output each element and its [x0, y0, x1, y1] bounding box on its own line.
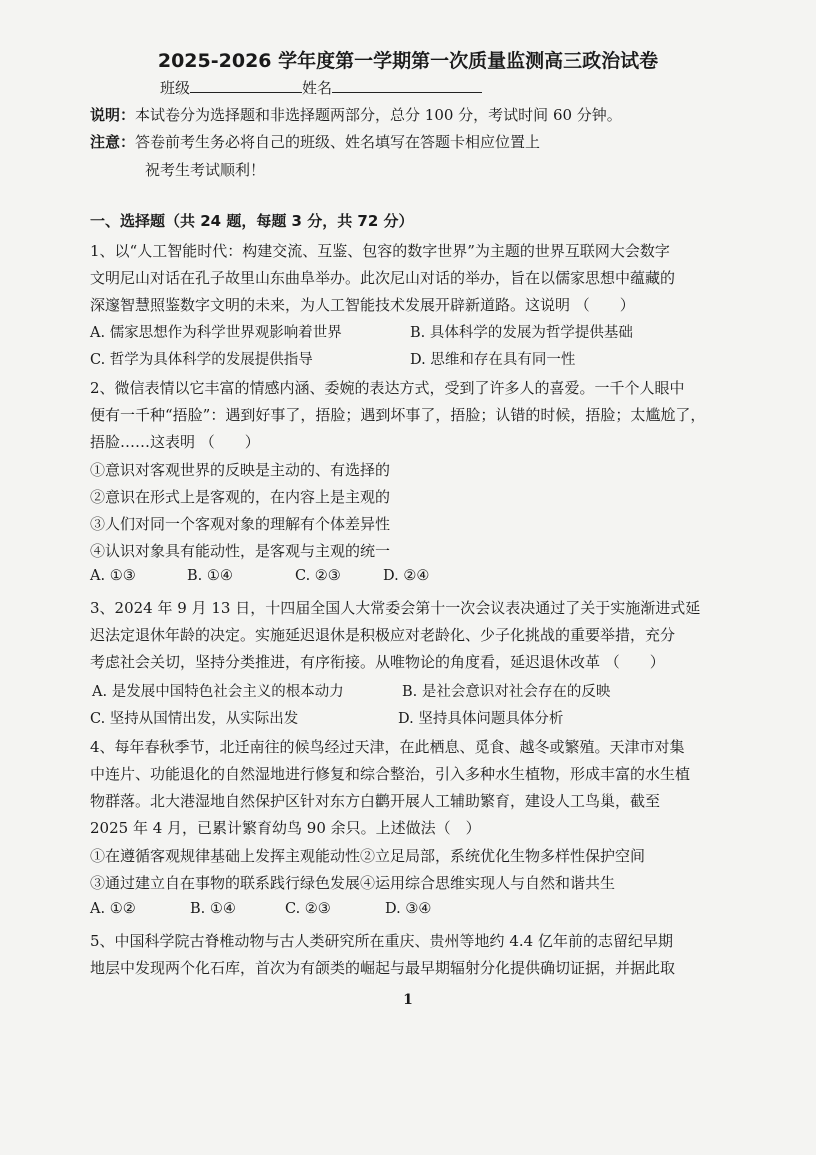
wish-text: 祝考生考试顺利！	[145, 161, 266, 179]
page-number: 1	[403, 992, 413, 1008]
q5-line-1: 5、中国科学院古脊椎动物与古人类研究所在重庆、贵州等地约 4.4 亿年前的志留纪早期	[90, 932, 673, 950]
name-blank	[332, 77, 482, 93]
q2-item-3: ③人们对同一个客观对象的理解有个体差异性	[90, 515, 391, 533]
q4-option-b: B. ①④	[190, 901, 236, 917]
q5-line-2: 地层中发现两个化石库，首次为有颌类的崛起与最早期辐射分化提供确切证据，并据此取	[90, 959, 676, 977]
q4-line-2: 中连片、功能退化的自然湿地进行修复和综合整治，引入多种水生植物，形成丰富的水生植	[90, 765, 691, 783]
class-label: 班级	[160, 79, 191, 97]
q4-option-a: A. ①②	[90, 901, 136, 917]
q2-item-4: ④认识对象具有能动性，是客观与主观的统一	[90, 542, 391, 560]
q2-line-1: 2、微信表情以它丰富的情感内涵、委婉的表达方式，受到了许多人的喜爱。一千个人眼中	[90, 379, 685, 397]
q2-item-1: ①意识对客观世界的反映是主动的、有选择的	[90, 461, 391, 479]
q2-item-2: ②意识在形式上是客观的，在内容上是主观的	[90, 488, 391, 506]
q2-line-3: 捂脸……这表明 （ ）	[90, 433, 260, 451]
q2-option-c: C. ②③	[295, 568, 341, 584]
q4-line-3: 物群落。北大港湿地自然保护区针对东方白鹳开展人工辅助繁育，建设人工鸟巢，截至	[90, 792, 661, 810]
q1-line-2: 文明尼山对话在孔子故里山东曲阜举办。此次尼山对话的举办，旨在以儒家思想中蕴藏的	[90, 269, 676, 287]
q4-line-1: 4、每年春秋季节，北迁南往的候鸟经过天津，在此栖息、觅食、越冬或繁殖。天津市对集	[90, 738, 685, 756]
q1-line-3: 深邃智慧照鉴数字文明的未来，为人工智能技术发展开辟新道路。这说明 （ ）	[90, 296, 635, 314]
class-blank	[190, 77, 302, 93]
q1-option-c: C. 哲学为具体科学的发展提供指导	[90, 352, 313, 368]
q3-option-c: C. 坚持从国情出发，从实际出发	[90, 711, 299, 727]
q1-option-d: D. 思维和存在具有同一性	[410, 352, 576, 368]
q2-option-b: B. ①④	[187, 568, 233, 584]
exam-title: 2025-2026 学年度第一学期第一次质量监测高三政治试卷	[157, 50, 659, 72]
section-heading: 一、选择题（共 24 题，每题 3 分，共 72 分）	[90, 212, 414, 230]
q1-line-1: 1、以“人工智能时代：构建交流、互鉴、包容的数字世界”为主题的世界互联网大会数字	[90, 242, 670, 260]
q3-option-a: A. 是发展中国特色社会主义的根本动力	[92, 684, 344, 700]
q4-line-4: 2025 年 4 月，已累计繁育幼鸟 90 余只。上述做法（ ）	[90, 819, 481, 837]
q4-item-1: ①在遵循客观规律基础上发挥主观能动性②立足局部，系统优化生物多样性保护空间	[90, 847, 646, 865]
name-label: 姓名	[302, 79, 333, 97]
note-label: 说明：	[90, 106, 136, 124]
q1-option-b: B. 具体科学的发展为哲学提供基础	[410, 325, 633, 341]
q4-option-d: D. ③④	[385, 901, 432, 917]
q2-option-d: D. ②④	[383, 568, 430, 584]
q3-line-3: 考虑社会关切，坚持分类推进，有序衔接。从唯物论的角度看，延迟退休改革 （ ）	[90, 653, 665, 671]
q3-line-2: 迟法定退休年龄的决定。实施延迟退休是积极应对老龄化、少子化挑战的重要举措，充分	[90, 626, 676, 644]
q2-line-2: 便有一千种“捂脸”：遇到好事了，捂脸；遇到坏事了，捂脸；认错的时候，捂脸；太尴尬了，	[90, 406, 706, 424]
q3-option-d: D. 坚持具体问题具体分析	[398, 711, 564, 727]
class-name-line	[160, 77, 482, 98]
attention-text: 答卷前考生务必将自己的班级、姓名填写在答题卡相应位置上	[135, 133, 541, 151]
attention-label: 注意：	[90, 133, 136, 151]
q3-option-b: B. 是社会意识对社会存在的反映	[402, 684, 611, 700]
attention-line	[90, 131, 540, 152]
q4-option-c: C. ②③	[285, 901, 331, 917]
q2-option-a: A. ①③	[90, 568, 136, 584]
q3-line-1: 3、2024 年 9 月 13 日，十四届全国人大常委会第十一次会议表决通过了关于实施渐进式延	[90, 599, 701, 617]
q1-option-a: A. 儒家思想作为科学世界观影响着世界	[90, 325, 342, 341]
instructions-line	[90, 104, 622, 125]
note-text: 本试卷分为选择题和非选择题两部分，总分 100 分，考试时间 60 分钟。	[135, 106, 622, 124]
q4-item-2: ③通过建立自在事物的联系践行绿色发展④运用综合思维实现人与自然和谐共生	[90, 874, 616, 892]
